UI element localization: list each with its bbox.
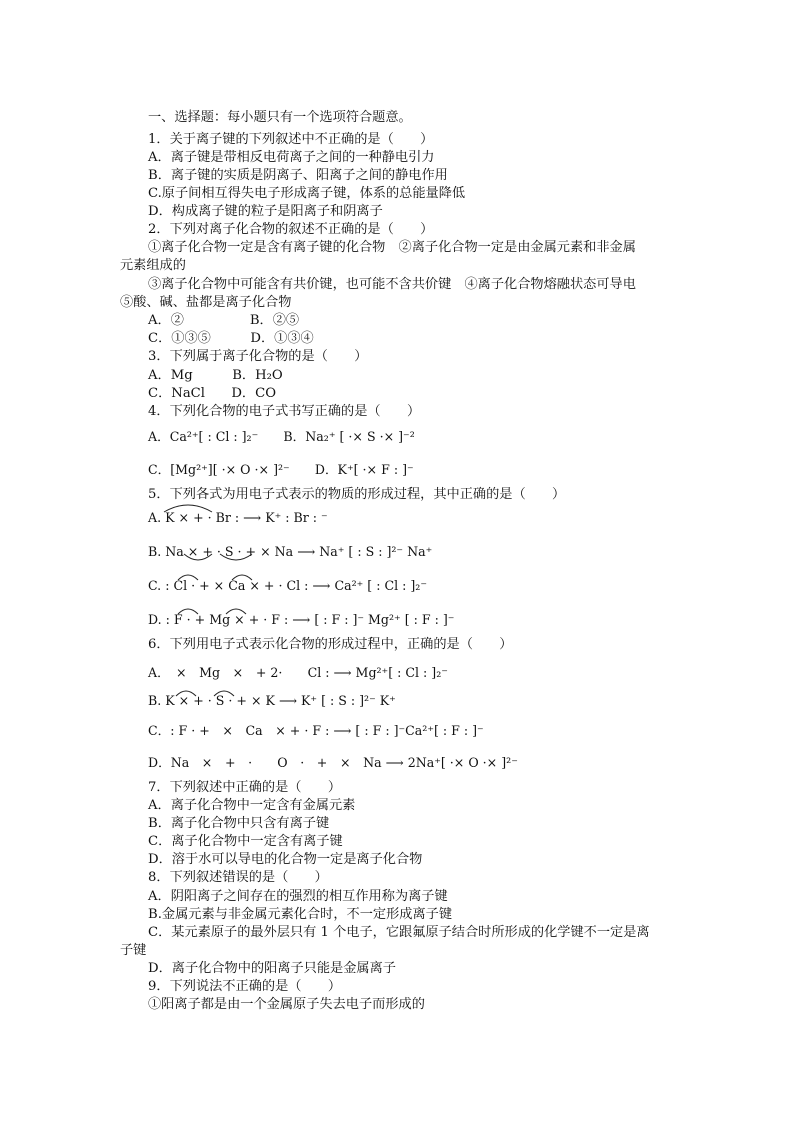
q6-option-b: B. K × + · S · + × K ⟶ K⁺ [ : S : ]²⁻ K⁺ — [148, 693, 396, 708]
q2-statement-1-2-cont: 元素组成的 — [120, 258, 186, 273]
q8-option-a: A．阴阳离子之间存在的强烈的相互作用称为离子键 — [148, 889, 448, 904]
q2-statement-1-2: ①离子化合物一定是含有离子键的化合物 ②离子化合物一定是由金属元素和非金属 — [148, 240, 636, 255]
q8-option-c: C．某元素原子的最外层只有 1 个电子，它跟氟原子结合时所形成的化学键不一定是离 — [148, 925, 650, 940]
q7-stem: 7．下列叙述中正确的是（ ） — [148, 780, 342, 795]
q7-option-c: C．离子化合物中一定含有离子键 — [148, 834, 343, 849]
q2-options-ab: A．② B．②⑤ — [148, 313, 300, 328]
q1-option-b: B．离子键的实质是阴离子、阳离子之间的静电作用 — [148, 168, 448, 183]
q2-statement-5: ⑤酸、碱、盐都是离子化合物 — [120, 295, 292, 310]
section-title: 一、选择题：每小题只有一个选项符合题意。 — [148, 110, 412, 125]
q9-statement-1: ①阳离子都是由一个金属原子失去电子而形成的 — [148, 997, 425, 1012]
q3-stem: 3．下列属于离子化合物的是（ ） — [148, 349, 368, 364]
q1-option-a: A．离子键是带相反电荷离子之间的一种静电引力 — [148, 150, 435, 165]
q6-stem: 6．下列用电子式表示化合物的形成过程中，正确的是（ ） — [148, 637, 513, 652]
q2-statement-3-4: ③离子化合物中可能含有共价键，也可能不含共价键 ④离子化合物熔融状态可导电 — [148, 277, 636, 292]
q8-option-b: B.金属元素与非金属元素化合时，不一定形成离子键 — [148, 907, 453, 922]
q7-option-a: A．离子化合物中一定含有金属元素 — [148, 798, 356, 813]
q5-option-c: C. : Cl · + × Ca × + · Cl : ⟶ Ca²⁺ [ : Cl : ]₂⁻ — [148, 578, 427, 593]
q3-options-cd: C．NaCl D．CO — [148, 386, 277, 401]
q9-stem: 9．下列说法不正确的是（ ） — [148, 979, 342, 994]
q5-option-d: D. : F · + Mg × + · F : ⟶ [ : F : ]⁻ Mg²⁺ [ : F : ]⁻ — [148, 612, 455, 627]
q7-option-d: D．溶于水可以导电的化合物一定是离子化合物 — [148, 852, 423, 867]
q5-option-a: A. K × + · Br : ⟶ K⁺ : Br : ⁻ — [148, 510, 328, 525]
q4-stem: 4．下列化合物的电子式书写正确的是（ ） — [148, 404, 421, 419]
q6-option-c: C．: F · + × Ca × + · F : ⟶ [ : F : ]⁻Ca²⁺[ : F : ]⁻ — [148, 723, 484, 738]
q6-option-a: A． × Mg × + 2· Cl : ⟶ Mg²⁺[ : Cl : ]₂⁻ — [148, 665, 448, 680]
q5a-transfer-arc — [160, 500, 220, 514]
q6-option-d: D．Na × + · O · + × Na ⟶ 2Na⁺[ ·× O ·× ]²⁻ — [148, 755, 518, 770]
q8-option-d: D．离子化合物中的阳离子只能是金属离子 — [148, 961, 396, 976]
q1-option-c: C.原子间相互得失电子形成离子键，体系的总能量降低 — [148, 186, 466, 201]
q3-options-ab: A．Mg B．H₂O — [148, 368, 283, 383]
q4-options-cd: C．[Mg²⁺][ ·× O ·× ]²⁻ D．K⁺[ ·× F : ]⁻ — [148, 462, 414, 477]
q8-stem: 8．下列叙述错误的是（ ） — [148, 870, 328, 885]
q5b-transfer-arc — [180, 552, 260, 566]
q5c-transfer-arc — [168, 570, 268, 582]
q5d-transfer-arc — [168, 604, 268, 616]
q2-stem: 2．下列对离子化合物的叙述不正确的是（ ） — [148, 222, 434, 237]
q8-option-c-cont: 子键 — [120, 943, 147, 958]
q1-option-d: D．构成离子键的粒子是阳离子和阴离子 — [148, 204, 383, 219]
q7-option-b: B．离子化合物中只含有离子键 — [148, 816, 330, 831]
q4-options-ab: A．Ca²⁺[ : Cl : ]₂⁻ B．Na₂⁺ [ ·× S ·× ]⁻² — [148, 429, 415, 444]
q5-stem: 5．下列各式为用电子式表示的物质的形成过程，其中正确的是（ ） — [148, 487, 566, 502]
q1-stem: 1．关于离子键的下列叙述中不正确的是（ ） — [148, 132, 434, 147]
q2-options-cd: C．①③⑤ D．①③④ — [148, 331, 314, 346]
q6b-transfer-arc — [170, 686, 250, 698]
q5-option-b: B. Na × + · S · + × Na ⟶ Na⁺ [ : S : ]²⁻ Na⁺ — [148, 544, 433, 559]
